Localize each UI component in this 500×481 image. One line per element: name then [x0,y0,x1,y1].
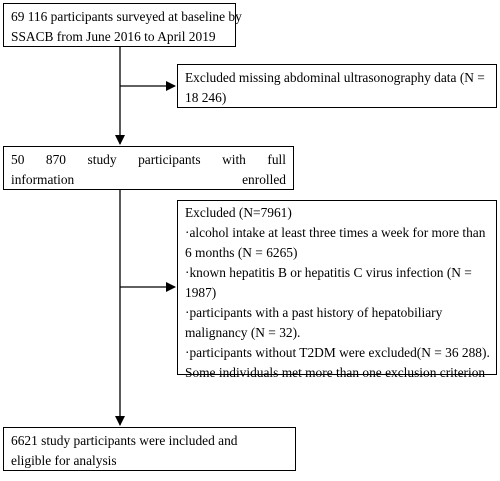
enrolled-participants-box [3,146,294,190]
exclusion-criteria-box [177,200,497,380]
box-text-line: eligible for analysis [11,453,117,468]
box-text-line: SSACB from June 2016 to April 2019 [11,29,216,44]
box-text-line: ·known hepatitis B or hepatitis C virus infection (N = [185,265,472,280]
box-text-line: 69 116 participants surveyed at baseline by [11,9,242,24]
box-text-line: 1987) [185,285,217,300]
baseline-participants-box [3,3,242,47]
final-analysis-box [3,427,296,471]
box-text-line: 6 months (N = 6265) [185,245,298,260]
box-text-line: information enrolled [11,172,286,187]
box-text-line: malignancy (N = 32). [185,325,301,340]
exclusion-ultrasonography-box [177,64,497,108]
box-text-line: ·participants with a past history of hepatobiliary [185,305,443,320]
box-text-line: 6621 study participants were included and [11,433,238,448]
box-text-line: 18 246) [185,90,227,105]
box-text-line: Excluded missing abdominal ultrasonography data (N = [185,70,485,85]
box-text-line: 50 870 study participants with full [11,152,286,167]
box-text-line: Some individuals met more than one exclusion criterion [185,365,486,380]
box-text-line: ·alcohol intake at least three times a week for more than [185,225,486,240]
box-text-line: ·participants without T2DM were excluded(N = 36 288). [185,345,490,360]
box-text-line: Excluded (N=7961) [185,205,292,220]
